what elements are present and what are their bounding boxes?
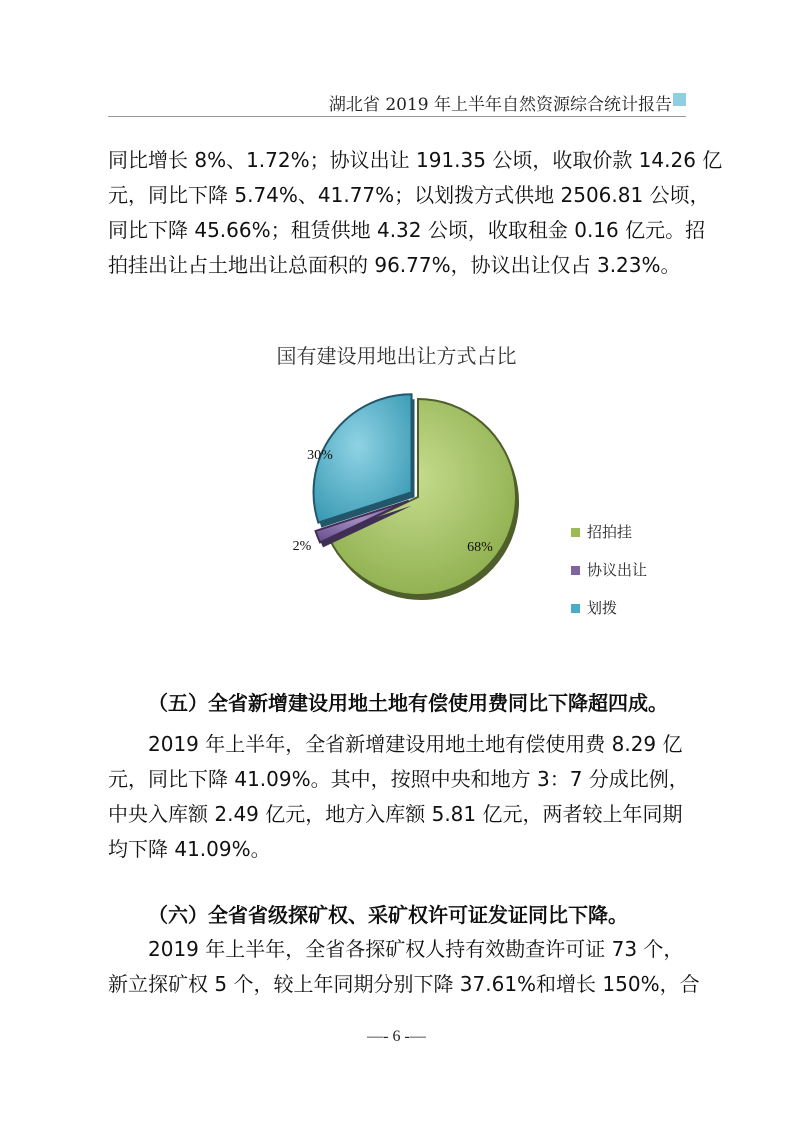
legend-swatch <box>571 528 580 537</box>
paragraph-line: 2019 年上半年，全省各探矿权人持有效勘查许可证 73 个， <box>148 937 684 961</box>
chart-title: 国有建设用地出让方式占比 <box>276 344 517 368</box>
header-decoration <box>673 93 686 106</box>
legend-swatch <box>571 604 580 613</box>
legend-label: 招拍挂 <box>587 523 633 541</box>
paragraph-line: 2019 年上半年，全省新增建设用地土地有偿使用费 8.29 亿 <box>148 732 683 756</box>
paragraph-land-fee <box>108 727 693 867</box>
legend-label: 协议出让 <box>587 561 648 579</box>
header-title: 湖北省 2019 年上半年自然资源综合统计报告 <box>328 95 672 115</box>
page-number: —- 6 -— <box>367 1028 426 1045</box>
section-heading: （六）全省省级探矿权、采矿权许可证发证同比下降。 <box>148 903 628 927</box>
legend-swatch <box>571 566 580 575</box>
pie-data-label: 30% <box>307 448 333 463</box>
legend-label: 划拨 <box>587 599 618 617</box>
paragraph-mining-rights <box>108 932 700 1002</box>
paragraph-line: 同比增长 8%、1.72%；协议出让 191.35 公顷，收取价款 14.26 亿 <box>108 148 723 172</box>
paragraph-line: 拍挂出让占土地出让总面积的 96.77%，协议出让仅占 3.23%。 <box>108 253 681 277</box>
paragraph-line: 同比下降 45.66%；租赁供地 4.32 公顷，收取租金 0.16 亿元。招 <box>108 218 706 242</box>
pie-chart <box>250 385 550 625</box>
paragraph-line: 元，同比下降 41.09%。其中，按照中央和地方 3：7 分成比例， <box>108 767 689 791</box>
paragraph-line: 元，同比下降 5.74%、41.77%；以划拨方式供地 2506.81 公顷， <box>108 183 710 207</box>
paragraph-line: 新立探矿权 5 个，较上年同期分别下降 37.61%和增长 150%，合 <box>108 972 700 996</box>
paragraph-land-supply <box>108 143 723 283</box>
section-heading: （五）全省新增建设用地土地有偿使用费同比下降超四成。 <box>148 691 668 715</box>
pie-data-label: 68% <box>467 540 493 555</box>
paragraph-line: 均下降 41.09%。 <box>108 837 271 861</box>
pie-data-label: 2% <box>292 539 312 554</box>
paragraph-line: 中央入库额 2.49 亿元，地方入库额 5.81 亿元，两者较上年同期 <box>108 802 683 826</box>
page-header <box>108 88 686 117</box>
